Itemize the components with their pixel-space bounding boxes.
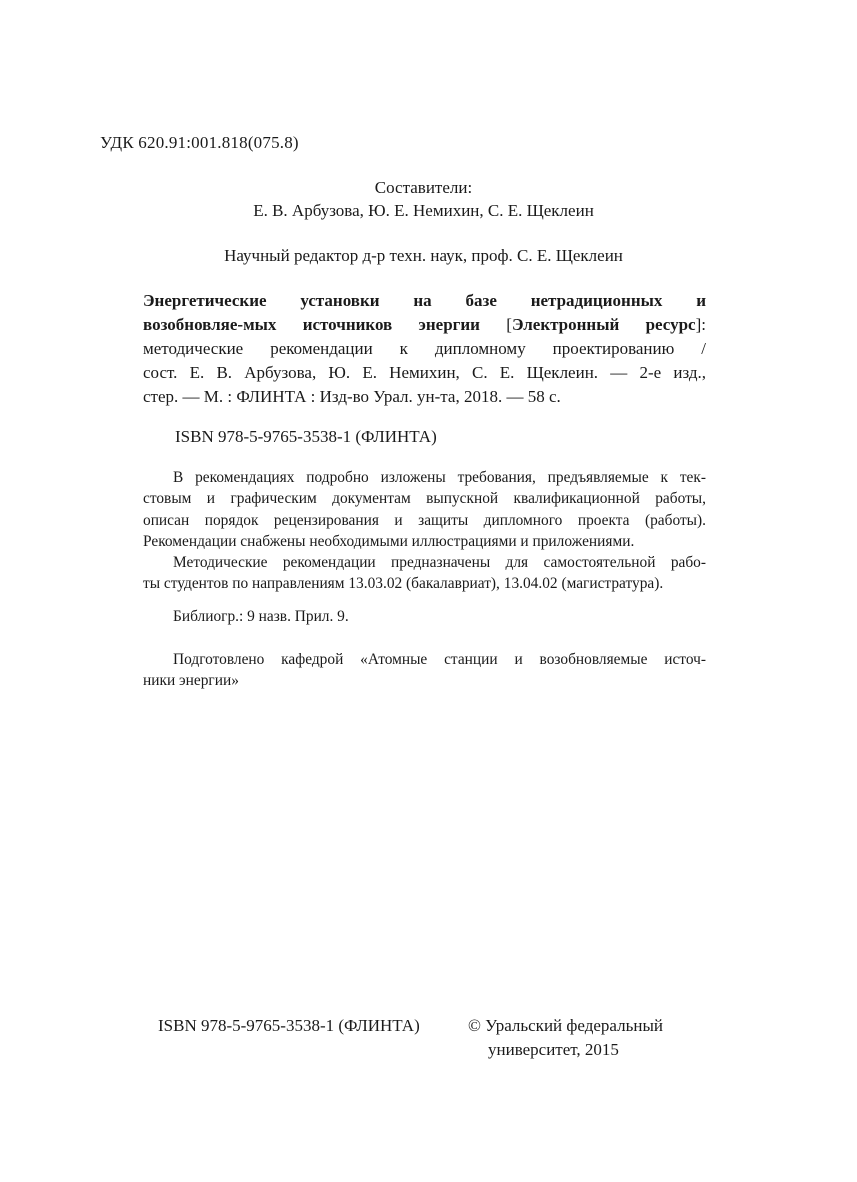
udk-code: УДК 620.91:001.818(075.8)	[100, 133, 299, 152]
biblio-line-5: стер. — М. : ФЛИНТА : Изд-во Урал. ун-та, 2018. — 58 с.	[143, 387, 561, 406]
compilers-names: Е. В. Арбузова, Ю. Е. Немихин, С. Е. Щеклеин	[253, 201, 594, 220]
bracket-close: ]:	[695, 315, 706, 334]
biblio-line-4: сост. Е. В. Арбузова, Ю. Е. Немихин, С. Е. Щеклеин. — 2-е изд.,	[143, 363, 706, 382]
scientific-editor: Научный редактор д-р техн. наук, проф. С. Е. Щеклеин	[224, 246, 623, 265]
department-note	[143, 649, 706, 692]
abstract-line: описан порядок рецензирования и защиты дипломного проекта (работы).	[143, 511, 706, 529]
compilers-label: Составители:	[374, 178, 473, 197]
department-line-2: ники энергии»	[143, 672, 239, 690]
abstract-line: В рекомендациях подробно изложены требования, предъявляемые к тек-	[173, 469, 706, 486]
abstract	[143, 467, 706, 595]
biblio-line-1	[143, 289, 706, 313]
abstract-line: стовым и графическим документам выпускной квалификационной работы,	[143, 490, 706, 508]
bracket-open: [	[479, 315, 512, 334]
book-title-part-2: возобновляе-мых источников энергии	[143, 315, 480, 334]
abstract-line: ты студентов по направлениям 13.03.02 (бакалавриат), 13.04.02 (магистратура).	[143, 575, 664, 593]
isbn-top: ISBN 978-5-9765-3538-1 (ФЛИНТА)	[175, 427, 437, 446]
biblio-line-2	[143, 313, 706, 337]
bibliographic-record	[143, 289, 706, 409]
biblio-line-3: методические рекомендации к дипломному проектированию /	[143, 339, 706, 358]
abstract-line: Методические рекомендации предназначены для самостоятельной рабо-	[173, 554, 706, 572]
copyright-line-1: © Уральский федеральный	[468, 1016, 663, 1035]
isbn-footer: ISBN 978-5-9765-3538-1 (ФЛИНТА)	[158, 1016, 420, 1035]
resource-type: Электронный ресурс	[511, 315, 696, 334]
bibliography-count: Библиогр.: 9 назв. Прил. 9.	[173, 608, 349, 625]
abstract-line: Рекомендации снабжены необходимыми иллюстрациями и приложениями.	[143, 532, 635, 550]
copyright-line-2: университет, 2015	[488, 1040, 619, 1059]
department-line-1: Подготовлено кафедрой «Атомные станции и возобновляемые источ-	[173, 651, 706, 668]
book-title-part-1: Энергетические установки на базе нетрадиционных и	[143, 291, 706, 310]
